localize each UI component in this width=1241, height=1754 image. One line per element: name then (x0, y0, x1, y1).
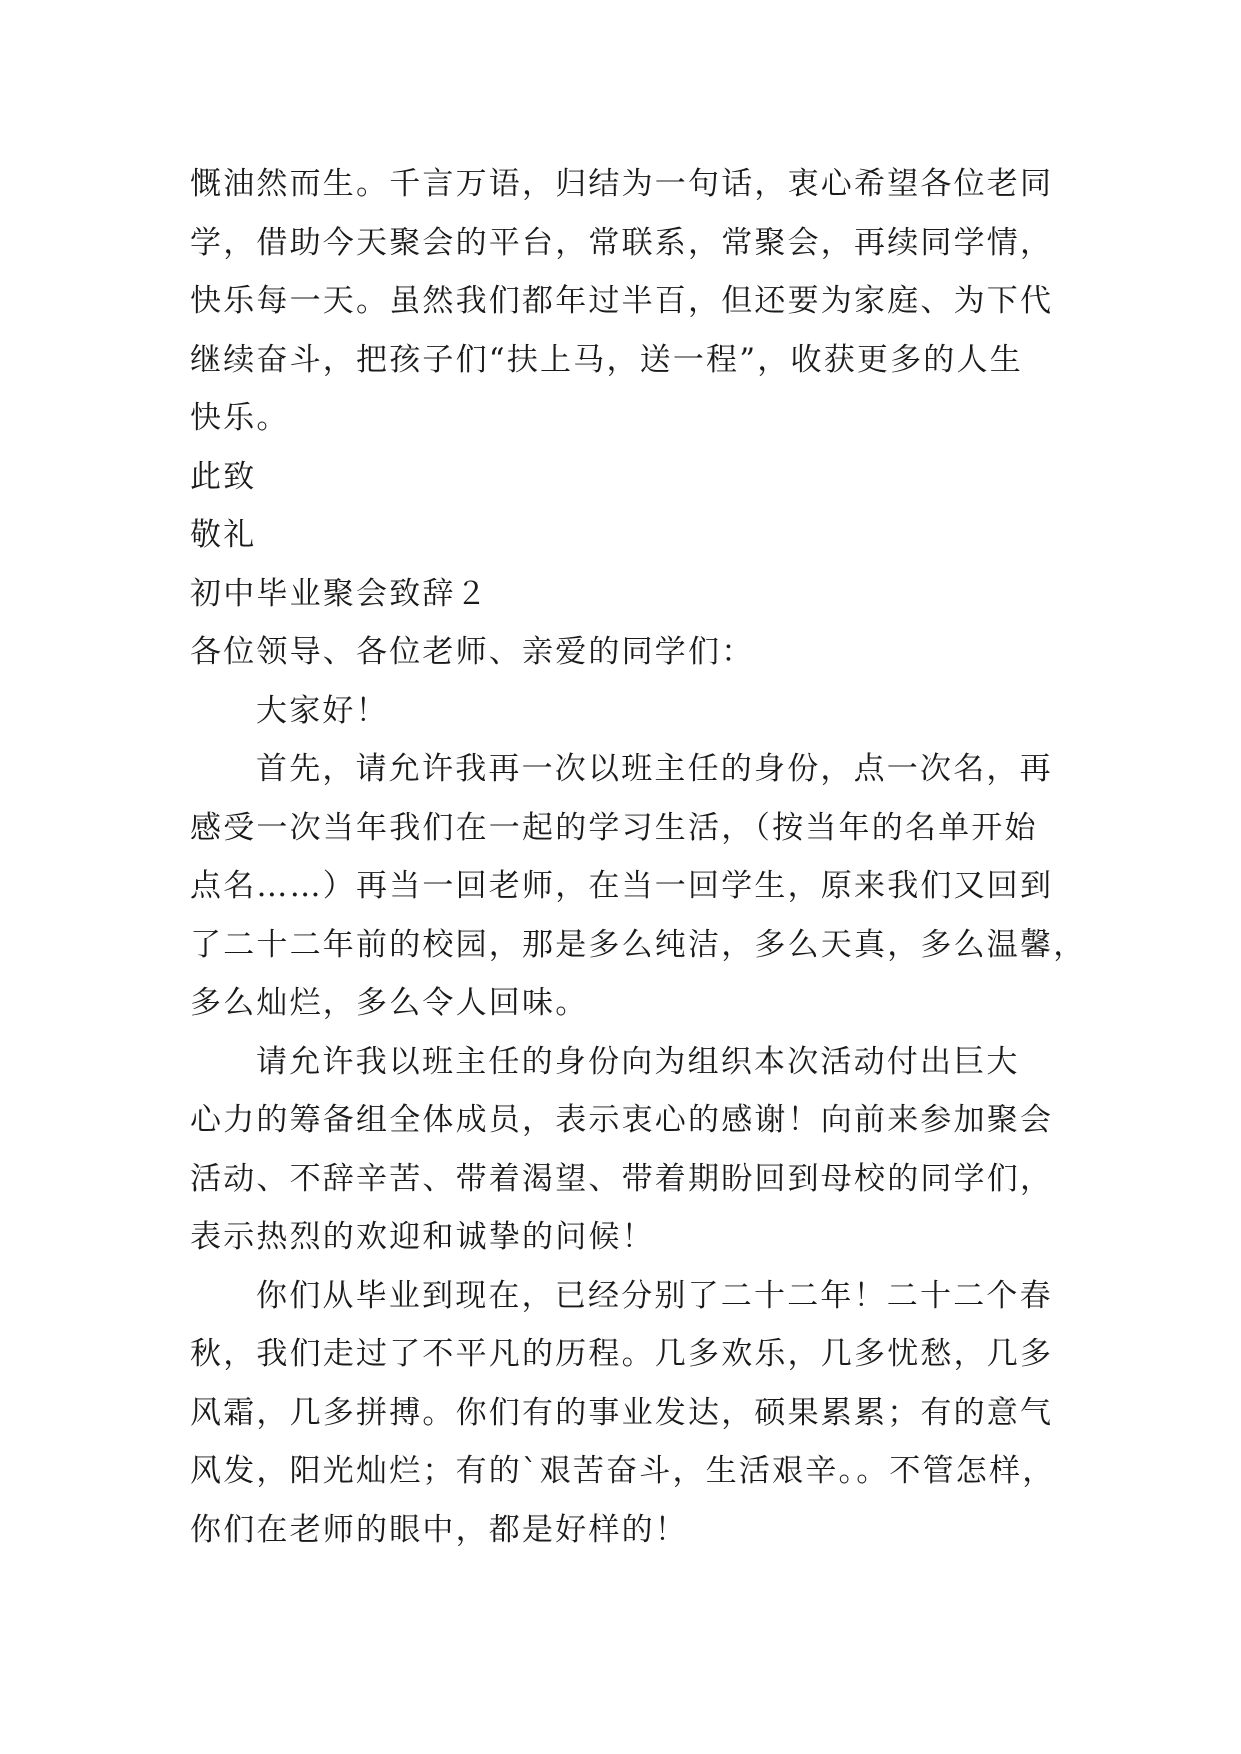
text-line: 了二十二年前的校园，那是多么纯洁，多么天真，多么温馨， (190, 926, 1087, 963)
text-line: 心力的筹备组全体成员，表示衷心的感谢！向前来参加聚会 (190, 1102, 1054, 1138)
section-title: 初中毕业聚会致辞２ (190, 575, 489, 612)
text-line: 继续奋斗，把孩子们“扶上马，送一程”，收获更多的人生 (190, 341, 1023, 378)
paragraph-start: 请允许我以班主任的身份向为组织本次活动付出巨大 (256, 1043, 1020, 1080)
text-line: 风发，阳光灿烂；有的`艰苦奋斗，生活艰辛。。不管怎样， (190, 1453, 1056, 1489)
text-line: 学，借助今天聚会的平台，常联系，常聚会，再续同学情， (190, 224, 1054, 261)
paragraph-start: 首先，请允许我再一次以班主任的身份，点一次名，再 (256, 751, 1053, 787)
text-line: 多么灿烂，多么令人回味。 (190, 985, 589, 1021)
greeting-line: 各位领导、各位老师、亲爱的同学们： (190, 634, 755, 670)
text-line: 慨油然而生。千言万语，归结为一句话，衷心希望各位老同 (190, 166, 1054, 202)
text-line: 快乐每一天。虽然我们都年过半百，但还要为家庭、为下代 (190, 283, 1054, 319)
text-line: 快乐。 (190, 400, 290, 436)
text-line: 表示热烈的欢迎和诚挚的问候！ (190, 1219, 655, 1255)
closing-salutation: 此致 (190, 458, 257, 495)
text-line: 活动、不辞辛苦、带着渴望、带着期盼回到母校的同学们， (190, 1160, 1054, 1197)
greeting-hello: 大家好！ (256, 692, 389, 729)
document-page (190, 155, 1087, 1559)
text-line: 风霜，几多拼搏。你们有的事业发达，硕果累累；有的意气 (190, 1394, 1054, 1431)
text-line: 你们在老师的眼中，都是好样的！ (190, 1511, 688, 1548)
closing-regards: 敬礼 (190, 517, 257, 553)
text-line: 秋，我们走过了不平凡的历程。几多欢乐，几多忧愁，几多 (190, 1336, 1054, 1372)
paragraph-start: 你们从毕业到现在，已经分别了二十二年！二十二个春 (256, 1277, 1053, 1314)
text-line: 点名……）再当一回老师，在当一回学生，原来我们又回到 (190, 868, 1054, 904)
text-line: 感受一次当年我们在一起的学习生活，（按当年的名单开始 (190, 809, 1038, 846)
